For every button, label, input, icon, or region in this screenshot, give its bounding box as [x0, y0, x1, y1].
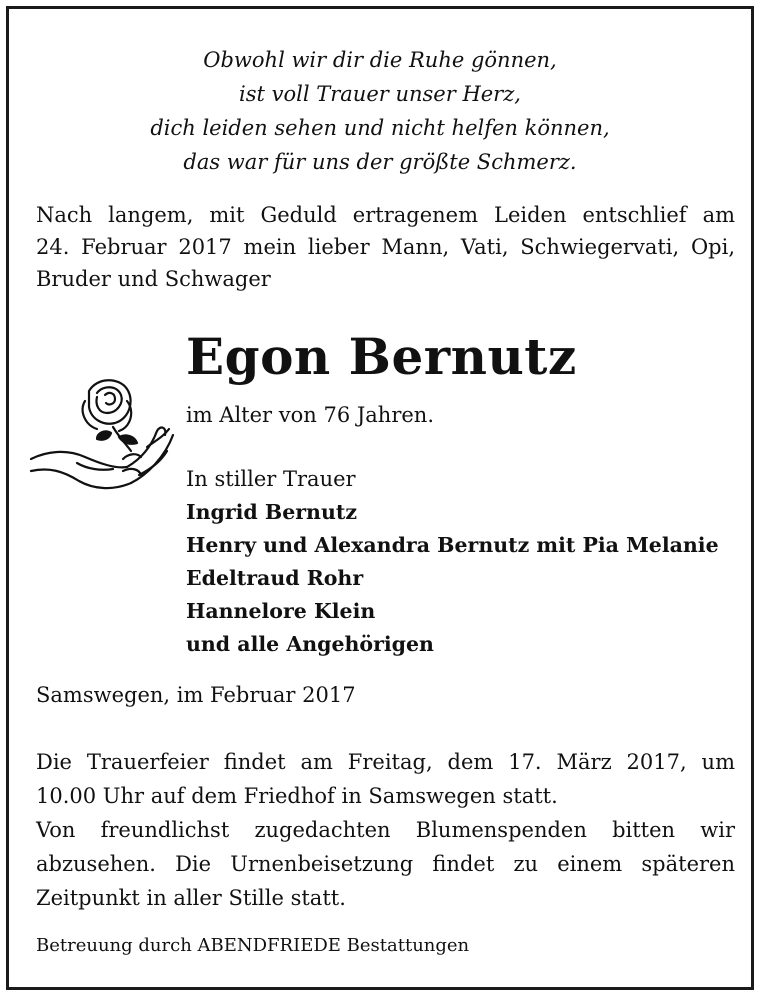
announcement-line: 24. Februar 2017 mein lieber Mann, Vati, Schwiegervati, Opi, [36, 235, 735, 259]
ceremony-details [36, 745, 735, 915]
mourner-name: Hannelore Klein [186, 599, 376, 623]
announcement-line: Bruder und Schwager [36, 267, 271, 291]
ceremony-line: abzusehen. Die Urnenbeisetzung findet zu einem späteren [36, 852, 735, 876]
ceremony-line: 10.00 Uhr auf dem Friedhof in Samswegen statt. [36, 784, 558, 808]
deceased-age: im Alter von 76 Jahren. [186, 403, 435, 427]
memorial-poem [9, 43, 751, 179]
funeral-service-credit: Betreuung durch ABENDFRIEDE Bestattungen [36, 935, 470, 956]
ceremony-line: Von freundlichst zugedachten Blumenspenden bitten wir [36, 818, 735, 842]
poem-line: ist voll Trauer unser Herz, [239, 82, 521, 106]
deceased-name: Egon Bernutz [186, 327, 577, 386]
death-announcement [36, 199, 735, 295]
mourning-heading: In stiller Trauer [186, 467, 356, 491]
mourner-name: und alle Angehörigen [186, 632, 434, 656]
poem-line: dich leiden sehen und nicht helfen können, [150, 116, 610, 140]
ceremony-line: Die Trauerfeier findet am Freitag, dem 17. März 2017, um [36, 750, 735, 774]
mourner-name: Henry und Alexandra Bernutz mit Pia Melanie [186, 533, 719, 557]
hands-with-rose-icon [27, 371, 177, 499]
poem-line: Obwohl wir dir die Ruhe gönnen, [203, 48, 557, 72]
announcement-line: Nach langem, mit Geduld ertragenem Leiden entschlief am [36, 203, 735, 227]
mourner-name: Ingrid Bernutz [186, 500, 357, 524]
obituary-notice [6, 6, 754, 990]
place-and-date: Samswegen, im Februar 2017 [36, 683, 356, 707]
mourners-list [186, 463, 719, 661]
poem-line: das war für uns der größte Schmerz. [183, 150, 577, 174]
ceremony-line: Zeitpunkt in aller Stille statt. [36, 886, 346, 910]
mourner-name: Edeltraud Rohr [186, 566, 364, 590]
